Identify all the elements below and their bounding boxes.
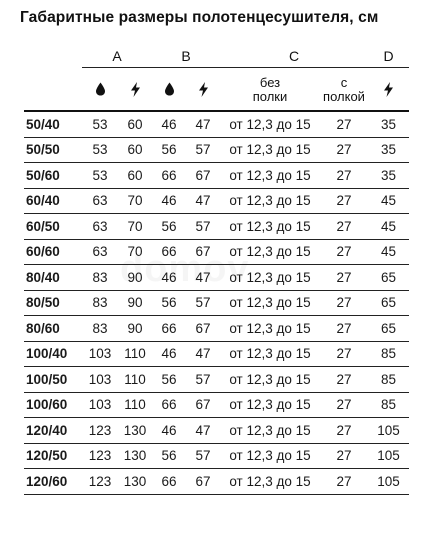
dimensions-table [24,45,409,495]
cell-c2: 27 [320,469,368,495]
cell-b2: 57 [186,137,220,163]
cell-a2: 110 [118,341,152,367]
cell-c1: от 12,3 до 15 [220,469,320,495]
cell-b2: 57 [186,290,220,316]
cell-a2: 90 [118,316,152,342]
size-cell: 50/40 [24,112,82,137]
cell-a1: 123 [82,443,118,469]
cell-b2: 67 [186,469,220,495]
cell-a2: 90 [118,290,152,316]
cell-d: 105 [368,443,409,469]
cell-a2: 110 [118,392,152,418]
size-cell: 100/60 [24,392,82,418]
column-group-b: B [152,45,220,68]
cell-b1: 46 [152,418,186,444]
cell-c1: от 12,3 до 15 [220,239,320,265]
cell-a1: 103 [82,392,118,418]
table-row [24,163,409,189]
table-row [24,418,409,444]
cell-d: 45 [368,188,409,214]
cell-c2: 27 [320,367,368,393]
column-group-header [24,45,409,68]
cell-b1: 56 [152,214,186,240]
cell-c1: от 12,3 до 15 [220,137,320,163]
cell-b2: 47 [186,188,220,214]
cell-c1: от 12,3 до 15 [220,188,320,214]
cell-c1: от 12,3 до 15 [220,341,320,367]
cell-c1: от 12,3 до 15 [220,367,320,393]
cell-b1: 46 [152,265,186,291]
cell-a2: 70 [118,214,152,240]
cell-a1: 63 [82,188,118,214]
cell-c2: 27 [320,112,368,137]
size-cell: 100/40 [24,341,82,367]
cell-a2: 60 [118,163,152,189]
cell-a2: 130 [118,469,152,495]
column-sub-header [24,68,409,112]
cell-b2: 67 [186,316,220,342]
cell-a1: 63 [82,239,118,265]
size-cell: 80/60 [24,316,82,342]
cell-c2: 27 [320,163,368,189]
cell-a1: 53 [82,137,118,163]
size-cell: 120/60 [24,469,82,495]
size-cell: 50/50 [24,137,82,163]
cell-c2: 27 [320,239,368,265]
table-row [24,290,409,316]
cell-b1: 66 [152,469,186,495]
cell-d: 65 [368,316,409,342]
cell-c2: 27 [320,265,368,291]
cell-a2: 60 [118,112,152,137]
cell-c1: от 12,3 до 15 [220,392,320,418]
table-row [24,265,409,291]
cell-c2: 27 [320,392,368,418]
cell-b1: 66 [152,392,186,418]
cell-a2: 70 [118,239,152,265]
size-cell: 50/60 [24,163,82,189]
cell-c1: от 12,3 до 15 [220,290,320,316]
cell-d: 65 [368,290,409,316]
water-drop-icon [82,68,118,112]
cell-a1: 123 [82,469,118,495]
column-c-without-shelf [220,68,320,112]
cell-b2: 47 [186,265,220,291]
cell-c2: 27 [320,316,368,342]
table-row [24,112,409,137]
cell-a2: 70 [118,188,152,214]
corner-cell-sub [24,68,82,112]
cell-a2: 130 [118,418,152,444]
cell-a1: 103 [82,341,118,367]
cell-c2: 27 [320,188,368,214]
cell-a1: 83 [82,265,118,291]
cell-b2: 57 [186,443,220,469]
cell-d: 85 [368,392,409,418]
cell-b1: 56 [152,367,186,393]
size-cell: 60/50 [24,214,82,240]
lightning-icon [186,68,220,112]
table-row [24,341,409,367]
lightning-icon [118,68,152,112]
cell-d: 65 [368,265,409,291]
cell-a1: 63 [82,214,118,240]
column-c-with-shelf-line1: с [340,75,348,90]
cell-b1: 46 [152,188,186,214]
column-group-a: A [82,45,152,68]
cell-c1: от 12,3 до 15 [220,443,320,469]
column-c-with-shelf [320,68,368,112]
column-c-without-shelf-line2: полки [252,89,288,104]
cell-b1: 66 [152,316,186,342]
table-row [24,137,409,163]
water-drop-icon [152,68,186,112]
cell-c2: 27 [320,137,368,163]
cell-d: 35 [368,137,409,163]
table-row [24,188,409,214]
cell-c2: 27 [320,341,368,367]
cell-d: 35 [368,163,409,189]
table-row [24,392,409,418]
cell-a2: 90 [118,265,152,291]
cell-a1: 53 [82,112,118,137]
cell-d: 105 [368,418,409,444]
lightning-icon [368,68,409,112]
size-cell: 120/50 [24,443,82,469]
cell-c1: от 12,3 до 15 [220,112,320,137]
size-cell: 80/40 [24,265,82,291]
column-group-c: C [220,45,368,68]
cell-b2: 57 [186,367,220,393]
column-c-without-shelf-line1: без [259,75,281,90]
cell-c1: от 12,3 до 15 [220,265,320,291]
cell-a1: 53 [82,163,118,189]
cell-d: 45 [368,239,409,265]
table-row [24,239,409,265]
cell-b1: 66 [152,239,186,265]
cell-a2: 110 [118,367,152,393]
cell-d: 85 [368,341,409,367]
cell-d: 45 [368,214,409,240]
size-cell: 120/40 [24,418,82,444]
cell-a2: 130 [118,443,152,469]
cell-b2: 47 [186,341,220,367]
cell-b2: 47 [186,418,220,444]
cell-b2: 67 [186,163,220,189]
cell-a1: 103 [82,367,118,393]
cell-c1: от 12,3 до 15 [220,163,320,189]
cell-c2: 27 [320,290,368,316]
cell-b1: 56 [152,290,186,316]
corner-cell [24,45,82,68]
table-row [24,367,409,393]
cell-d: 35 [368,112,409,137]
table-row [24,316,409,342]
column-c-with-shelf-line2: полкой [323,89,365,104]
table-row [24,443,409,469]
cell-c2: 27 [320,418,368,444]
cell-b1: 56 [152,137,186,163]
cell-b2: 67 [186,392,220,418]
cell-d: 105 [368,469,409,495]
cell-a1: 83 [82,290,118,316]
cell-c2: 27 [320,214,368,240]
cell-c2: 27 [320,443,368,469]
cell-b2: 67 [186,239,220,265]
cell-a1: 83 [82,316,118,342]
cell-a1: 123 [82,418,118,444]
cell-b2: 47 [186,112,220,137]
cell-a2: 60 [118,137,152,163]
cell-b1: 46 [152,341,186,367]
cell-b2: 57 [186,214,220,240]
size-cell: 100/50 [24,367,82,393]
column-group-d: D [368,45,409,68]
size-cell: 60/40 [24,188,82,214]
table-row [24,214,409,240]
cell-d: 85 [368,367,409,393]
size-cell: 80/50 [24,290,82,316]
size-cell: 60/60 [24,239,82,265]
cell-c1: от 12,3 до 15 [220,418,320,444]
cell-b1: 46 [152,112,186,137]
page-title: Габаритные размеры полотенцесушителя, см [20,9,379,26]
cell-c1: от 12,3 до 15 [220,316,320,342]
table-row [24,469,409,495]
cell-c1: от 12,3 до 15 [220,214,320,240]
cell-b1: 66 [152,163,186,189]
cell-b1: 56 [152,443,186,469]
